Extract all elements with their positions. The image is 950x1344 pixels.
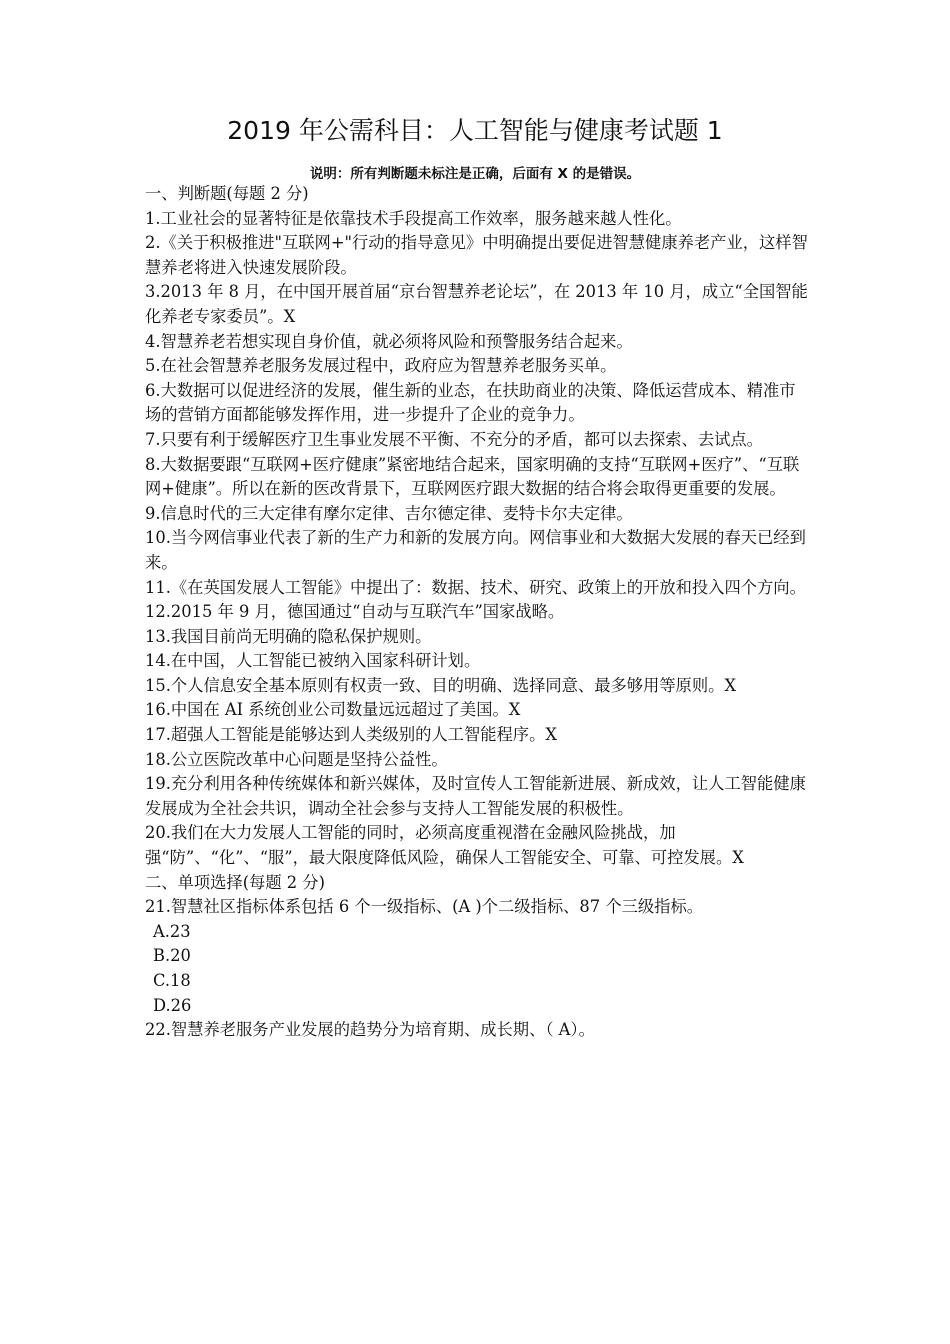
answer-option: D.26 xyxy=(153,995,192,1015)
question-item: 18.公立医院改革中心问题是坚持公益性。 xyxy=(145,749,448,769)
section-heading: 二、单项选择(每题 2 分) xyxy=(145,872,325,892)
question-item: 15.个人信息安全基本原则有权责一致、目的明确、选择同意、最多够用等原则。X xyxy=(145,675,737,695)
question-item: 17.超强人工智能是能够达到人类级别的人工智能程序。X xyxy=(145,725,557,745)
answer-option: B.20 xyxy=(153,946,191,966)
document-note: 说明：所有判断题未标注是正确，后面有 X 的是错误。 xyxy=(309,166,641,182)
section-heading: 一、判断题(每题 2 分) xyxy=(145,184,309,203)
question-item: 22.智慧养老服务产业发展的趋势分为培育期、成长期、（ A）。 xyxy=(145,1020,595,1040)
question-item: 7.只要有利于缓解医疗卫生事业发展不平衡、不充分的矛盾，都可以去探索、去试点。 xyxy=(145,429,763,449)
question-item: 13.我国目前尚无明确的隐私保护规则。 xyxy=(145,626,432,646)
question-item: 5.在社会智慧养老服务发展过程中，政府应为智慧养老服务买单。 xyxy=(145,356,617,376)
question-item: 16.中国在 AI 系统创业公司数量远远超过了美国。X xyxy=(145,700,521,720)
document-title: 2019 年公需科目：人工智能与健康考试题 1 xyxy=(227,116,723,145)
question-item: 1.工业社会的显著特征是依靠技术手段提高工作效率，服务越来越人性化。 xyxy=(145,208,682,228)
answer-option: C.18 xyxy=(153,971,191,990)
question-item: 20.我们在大力发展人工智能的同时，必须高度重视潜在金融风险挑战，加强“防”、“化”、“服”，最大限度降低风险，确保人工智能安全、可靠、可控发展。X xyxy=(145,823,744,868)
answer-option: A.23 xyxy=(153,921,191,941)
question-item: 6.大数据可以促进经济的发展，催生新的业态，在扶助商业的决策、降低运营成本、精准市场的营销方面都能够发挥作用，进一步提升了企业的竞争力。 xyxy=(145,380,796,425)
question-item: 4.智慧养老若想实现自身价值，就必须将风险和预警服务结合起来。 xyxy=(145,331,633,351)
document-body xyxy=(145,182,810,1043)
question-item: 19.充分利用各种传统媒体和新兴媒体，及时宣传人工智能新进展、新成效，让人工智能健康发展成为全社会共识，调动全社会参与支持人工智能发展的积极性。 xyxy=(145,774,806,818)
question-item: 2.《关于积极推进"互联网+"行动的指导意见》中明确提出要促进智慧健康养老产业，这样智慧养老将进入快速发展阶段。 xyxy=(145,233,808,277)
question-item: 12.2015 年 9 月，德国通过“自动与互联汽车”国家战略。 xyxy=(145,602,565,622)
question-item: 8.大数据要跟“互联网+医疗健康”紧密地结合起来，国家明确的支持“互联网+医疗”、“互联网+健康”。所以在新的医改背景下，互联网医疗跟大数据的结合将会取得更重要的发展。 xyxy=(145,454,800,499)
question-item: 14.在中国，人工智能已被纳入国家科研计划。 xyxy=(145,651,481,671)
question-item: 10.当今网信事业代表了新的生产力和新的发展方向。网信事业和大数据大发展的春天已经到来。 xyxy=(145,528,806,572)
question-item: 21.智慧社区指标体系包括 6 个一级指标、(A )个二级指标、87 个三级指标。 xyxy=(145,897,704,917)
question-item: 9.信息时代的三大定律有摩尔定律、吉尔德定律、麦特卡尔夫定律。 xyxy=(145,503,633,523)
question-item: 3.2013 年 8 月，在中国开展首届“京台智慧养老论坛”，在 2013 年 10 月，成立“全国智能化养老专家委员”。X xyxy=(145,282,808,326)
question-item: 11.《在英国发展人工智能》中提出了：数据、技术、研究、政策上的开放和投入四个方向。 xyxy=(145,577,806,597)
